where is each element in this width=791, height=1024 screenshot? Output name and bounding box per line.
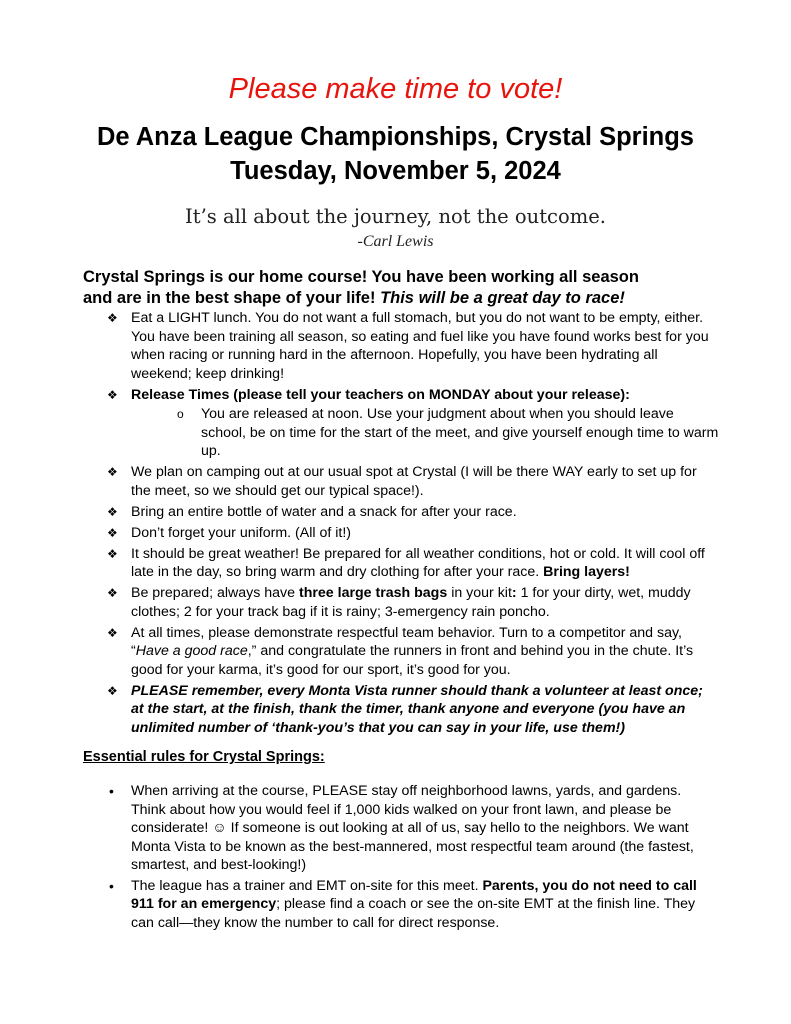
weather-emphasis: Bring layers!: [543, 564, 630, 580]
prepared-colon: :: [511, 585, 517, 601]
behavior-quote: Have a good race: [135, 643, 248, 659]
release-title: Release Times (please tell your teachers on MONDAY about your release):: [131, 386, 630, 403]
list-item-release-detail: [177, 405, 719, 461]
list-item-camping: [107, 463, 719, 500]
title-line-event: De Anza League Championships, Crystal Springs: [96, 123, 694, 151]
weather-text: It should be great weather! Be prepared for all weather conditions, hot or cold. It will cool off late in the day, so bring warm and dry clothing for after your race.: [131, 545, 705, 580]
remember-text: PLEASE remember, every Monta Vista runner should thank a volunteer at least once; at the start, at the finish, thank the timer, thank anyone and everyone (you have an unlimited number of ‘thank-you’s that you can say in your life, use them!): [131, 682, 703, 736]
prepared-text-a: Be prepared; always have: [131, 585, 299, 601]
list-item-release: [107, 386, 719, 461]
list-item-arriving: [107, 782, 719, 875]
intro-line-2: [83, 288, 723, 309]
bullet-dot-icon: •: [109, 877, 114, 894]
diamond-star-bullet-icon: ❖: [107, 525, 118, 540]
diamond-star-bullet-icon: ❖: [107, 683, 118, 698]
quote-text: It’s all about the journey, not the outcome.: [185, 205, 606, 228]
water-text: Bring an entire bottle of water and a snack for after your race.: [131, 503, 517, 520]
intro-paragraph: [83, 267, 723, 309]
behavior-text-b: ,” and congratulate the runners in front and behind you in the chute. It’s good for your karma, it’s good for our sport, it’s good for you.: [131, 643, 694, 678]
trainer-emphasis: Parents, you do not need to call 911 for an emergency: [131, 877, 697, 912]
tips-list: [107, 309, 719, 740]
list-item-prepared: [107, 584, 719, 621]
camping-text: We plan on camping out at our usual spot at Crystal (I will be there WAY early to set up for the meet, so we should get our typical space!).: [131, 464, 697, 499]
behavior-text-a: At all times, please demonstrate respectful team behavior. Turn to a competitor and say, “: [131, 624, 682, 659]
list-item-remember: [107, 682, 719, 738]
list-item-trainer: [107, 877, 719, 933]
diamond-star-bullet-icon: ❖: [107, 387, 118, 402]
diamond-star-bullet-icon: ❖: [107, 504, 118, 519]
uniform-text: Don’t forget your uniform. (All of it!): [131, 524, 351, 541]
prepared-text-c: 1 for your dirty, wet, muddy clothes; 2 for your track bag if it is rainy; 3-emergency rain poncho.: [131, 585, 691, 620]
release-detail-text: You are released at noon. Use your judgment about when you should leave school, be on time for the start of the meet, and give yourself enough time to warm up.: [201, 406, 719, 459]
trainer-text-a: The league has a trainer and EMT on-site for this meet.: [131, 877, 483, 894]
lunch-text: Eat a LIGHT lunch. You do not want a full stomach, but you do not want to be empty, either. You have been training all season, so eating and fuel like you have found works best for you when racing or running hard in the afternoon. Hopefully, you have been hydrating all weekend; keep drinking!: [131, 310, 709, 382]
list-item-water: [107, 503, 719, 522]
list-item-behavior: [107, 624, 719, 680]
release-sublist: [177, 405, 719, 461]
diamond-star-bullet-icon: ❖: [107, 465, 118, 479]
arriving-text: When arriving at the course, PLEASE stay off neighborhood lawns, yards, and gardens. Think about how you would feel if 1,000 kids walked on your front lawn, and please be considerate! ☺ If someone is out looking at all of us, say hello to the neighbors. We want Monta Vista to be known as the best-mannered, most respectful team around (the fastest, smartest, and best-looking!): [131, 783, 694, 873]
circle-bullet-icon: o: [177, 407, 184, 421]
diamond-star-bullet-icon: ❖: [107, 311, 118, 325]
rules-list: [107, 782, 719, 934]
title-line-date: Tuesday, November 5, 2024: [230, 157, 561, 185]
intro-line-1: Crystal Springs is our home course! You have been working all season: [83, 268, 639, 286]
diamond-star-bullet-icon: ❖: [107, 625, 118, 640]
page-title: [0, 120, 791, 188]
intro-emphasis: This will be a great day to race!: [380, 289, 625, 307]
quote-author: -Carl Lewis: [357, 233, 434, 250]
prepared-emphasis: three large trash bags: [299, 585, 448, 601]
intro-text: and are in the best shape of your life!: [83, 289, 381, 307]
diamond-star-bullet-icon: ❖: [107, 546, 118, 561]
bullet-dot-icon: •: [109, 783, 114, 799]
list-item-lunch: [107, 309, 719, 383]
diamond-star-bullet-icon: ❖: [107, 586, 118, 600]
list-item-weather: [107, 545, 719, 582]
rules-heading: Essential rules for Crystal Springs:: [83, 749, 325, 765]
prepared-text-b: in your kit: [447, 585, 512, 601]
trainer-text-b: ; please find a coach or see the on-site EMT at the finish line. They can call—they know the number to call for direct response.: [131, 896, 696, 931]
vote-banner: Please make time to vote!: [228, 73, 563, 105]
list-item-uniform: [107, 524, 719, 543]
